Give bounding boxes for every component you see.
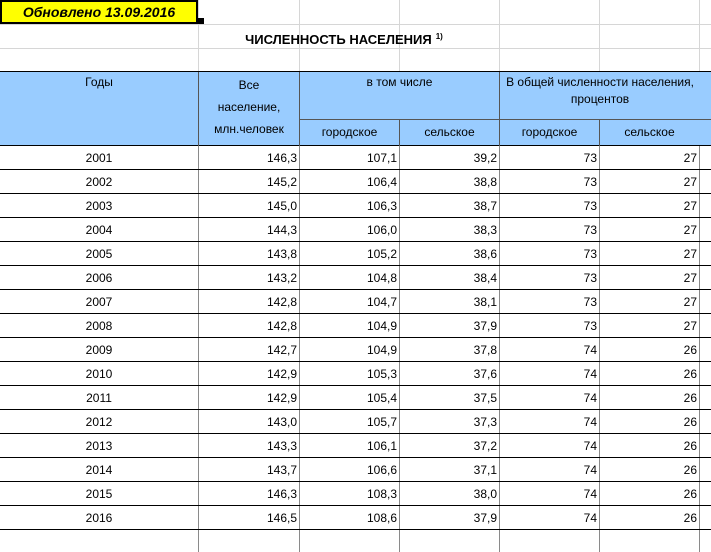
total-cell[interactable]: 144,3: [266, 223, 297, 237]
urban-cell[interactable]: 106,3: [366, 199, 397, 213]
year-cell[interactable]: 2002: [85, 175, 113, 189]
table-row: [0, 386, 711, 410]
share-rural-cell[interactable]: 27: [683, 247, 697, 261]
total-cell[interactable]: 142,8: [266, 295, 297, 309]
share-rural-cell[interactable]: 26: [683, 487, 697, 501]
header-share: В общей численности населения, процентов: [506, 75, 694, 106]
year-cell[interactable]: 2009: [85, 343, 113, 357]
share-rural-cell[interactable]: 26: [683, 463, 697, 477]
share-rural-cell[interactable]: 26: [683, 439, 697, 453]
share-rural-cell[interactable]: 26: [683, 343, 697, 357]
header-total-line1: Все: [238, 78, 260, 92]
urban-cell[interactable]: 104,7: [366, 295, 397, 309]
share-urban-cell[interactable]: 73: [583, 199, 597, 213]
urban-cell[interactable]: 104,9: [366, 343, 397, 357]
year-cell[interactable]: 2015: [85, 487, 113, 501]
total-cell[interactable]: 145,2: [266, 175, 297, 189]
table-row: [0, 434, 711, 458]
share-rural-cell[interactable]: 27: [683, 175, 697, 189]
table-row: [0, 218, 711, 242]
header-total: [199, 74, 299, 140]
share-urban-cell[interactable]: 73: [583, 247, 597, 261]
rural-cell[interactable]: 37,3: [473, 415, 497, 429]
header-share-urban: городское: [521, 125, 578, 139]
year-cell[interactable]: 2016: [85, 511, 113, 525]
table-row: [0, 266, 711, 290]
share-urban-cell[interactable]: 74: [583, 439, 597, 453]
table-row: [0, 146, 711, 170]
header-total-line3: млн.человек: [214, 122, 284, 136]
sheet-title-text: ЧИСЛЕННОСТЬ НАСЕЛЕНИЯ: [245, 32, 432, 47]
year-cell[interactable]: 2003: [85, 199, 113, 213]
year-cell[interactable]: 2001: [85, 151, 113, 165]
share-urban-cell[interactable]: 74: [583, 415, 597, 429]
total-cell[interactable]: 143,0: [266, 415, 297, 429]
rural-cell[interactable]: 37,8: [473, 343, 497, 357]
updated-date-cell[interactable]: Обновлено 13.09.2016: [0, 0, 198, 24]
share-rural-cell[interactable]: 27: [683, 295, 697, 309]
row-divider: [0, 529, 711, 530]
total-cell[interactable]: 146,3: [266, 487, 297, 501]
table-row: [0, 458, 711, 482]
share-rural-cell[interactable]: 27: [683, 271, 697, 285]
rural-cell[interactable]: 37,1: [473, 463, 497, 477]
header-including: в том числе: [366, 75, 433, 89]
rural-cell[interactable]: 37,6: [473, 367, 497, 381]
total-cell[interactable]: 142,8: [266, 319, 297, 333]
share-rural-cell[interactable]: 27: [683, 151, 697, 165]
urban-cell[interactable]: 108,6: [366, 511, 397, 525]
rural-cell[interactable]: 38,1: [473, 295, 497, 309]
share-urban-cell[interactable]: 73: [583, 151, 597, 165]
rural-cell[interactable]: 38,6: [473, 247, 497, 261]
share-urban-cell[interactable]: 73: [583, 295, 597, 309]
rural-cell[interactable]: 39,2: [473, 151, 497, 165]
year-cell[interactable]: 2013: [85, 439, 113, 453]
urban-cell[interactable]: 105,2: [366, 247, 397, 261]
total-cell[interactable]: 143,3: [266, 439, 297, 453]
rural-cell[interactable]: 37,9: [473, 511, 497, 525]
share-urban-cell[interactable]: 74: [583, 487, 597, 501]
urban-cell[interactable]: 104,8: [366, 271, 397, 285]
urban-cell[interactable]: 106,4: [366, 175, 397, 189]
urban-cell[interactable]: 105,7: [366, 415, 397, 429]
share-urban-cell[interactable]: 74: [583, 511, 597, 525]
year-cell[interactable]: 2006: [85, 271, 113, 285]
share-urban-cell[interactable]: 74: [583, 391, 597, 405]
urban-cell[interactable]: 108,3: [366, 487, 397, 501]
share-urban-cell[interactable]: 73: [583, 319, 597, 333]
table-row: [0, 362, 711, 386]
rural-cell[interactable]: 37,5: [473, 391, 497, 405]
rural-cell[interactable]: 37,9: [473, 319, 497, 333]
year-cell[interactable]: 2011: [86, 391, 112, 405]
share-rural-cell[interactable]: 26: [683, 391, 697, 405]
table-header: [0, 71, 711, 146]
year-cell[interactable]: 2008: [85, 319, 113, 333]
table-row: [0, 290, 711, 314]
table-row: [0, 506, 711, 530]
share-rural-cell[interactable]: 27: [683, 223, 697, 237]
total-cell[interactable]: 146,3: [266, 151, 297, 165]
selection-fill-handle[interactable]: [198, 18, 204, 24]
table-row: [0, 314, 711, 338]
table-row: [0, 482, 711, 506]
rural-cell[interactable]: 38,3: [473, 223, 497, 237]
total-cell[interactable]: 142,9: [266, 391, 297, 405]
rural-cell[interactable]: 38,0: [473, 487, 497, 501]
urban-cell[interactable]: 105,3: [366, 367, 397, 381]
urban-cell[interactable]: 106,1: [366, 439, 397, 453]
table-row: [0, 338, 711, 362]
total-cell[interactable]: 145,0: [266, 199, 297, 213]
urban-cell[interactable]: 105,4: [366, 391, 397, 405]
rural-cell[interactable]: 37,2: [473, 439, 497, 453]
table-body: [0, 146, 711, 530]
year-cell[interactable]: 2007: [85, 295, 113, 309]
urban-cell[interactable]: 106,0: [366, 223, 397, 237]
header-share-rural: сельское: [624, 125, 675, 139]
total-cell[interactable]: 143,7: [266, 463, 297, 477]
header-urban: городское: [321, 125, 378, 139]
year-cell[interactable]: 2010: [85, 367, 113, 381]
year-cell[interactable]: 2014: [85, 463, 113, 477]
urban-cell[interactable]: 104,9: [366, 319, 397, 333]
year-cell[interactable]: 2004: [85, 223, 113, 237]
share-rural-cell[interactable]: 26: [683, 415, 697, 429]
urban-cell[interactable]: 107,1: [366, 151, 397, 165]
share-urban-cell[interactable]: 74: [583, 367, 597, 381]
rural-cell[interactable]: 38,4: [473, 271, 497, 285]
header-rural: сельское: [424, 125, 475, 139]
table-row: [0, 170, 711, 194]
urban-cell[interactable]: 106,6: [366, 463, 397, 477]
total-cell[interactable]: 142,7: [266, 343, 297, 357]
year-cell[interactable]: 2005: [85, 247, 113, 261]
share-rural-cell[interactable]: 27: [683, 199, 697, 213]
share-rural-cell[interactable]: 26: [683, 511, 697, 525]
year-cell[interactable]: 2012: [85, 415, 113, 429]
share-urban-cell[interactable]: 73: [583, 175, 597, 189]
rural-cell[interactable]: 38,8: [473, 175, 497, 189]
share-rural-cell[interactable]: 26: [683, 367, 697, 381]
share-rural-cell[interactable]: 27: [683, 319, 697, 333]
header-total-line2: население,: [217, 100, 281, 114]
total-cell[interactable]: 143,8: [266, 247, 297, 261]
share-urban-cell[interactable]: 73: [583, 271, 597, 285]
table-row: [0, 410, 711, 434]
sheet-title: [204, 25, 484, 49]
header-years: Годы: [85, 75, 113, 89]
total-cell[interactable]: 142,9: [266, 367, 297, 381]
share-urban-cell[interactable]: 74: [583, 463, 597, 477]
share-urban-cell[interactable]: 74: [583, 343, 597, 357]
title-footnote: 1): [435, 32, 443, 41]
total-cell[interactable]: 146,5: [266, 511, 297, 525]
table-row: [0, 242, 711, 266]
table-row: [0, 194, 711, 218]
total-cell[interactable]: 143,2: [266, 271, 297, 285]
share-urban-cell[interactable]: 73: [583, 223, 597, 237]
rural-cell[interactable]: 38,7: [473, 199, 497, 213]
